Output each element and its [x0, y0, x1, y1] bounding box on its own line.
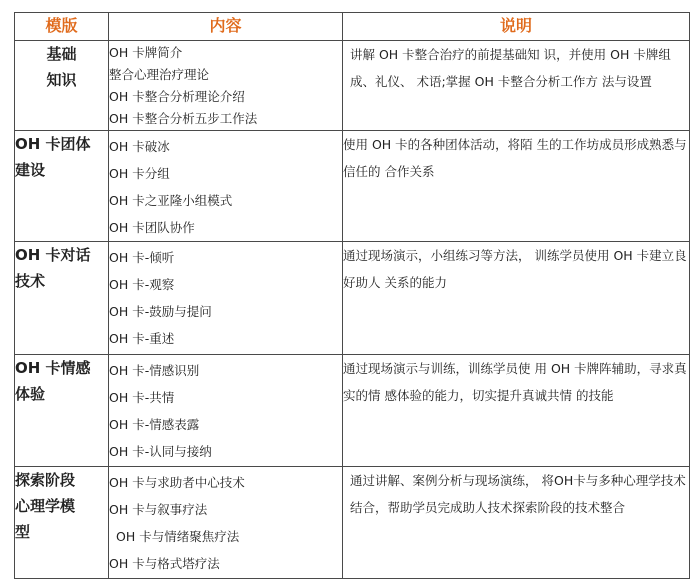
- content-item: OH 卡-情感识别: [109, 363, 200, 378]
- content-item: OH 卡-倾听: [109, 250, 175, 265]
- module-line: 基础: [46, 45, 77, 63]
- description-text: 通过现场演示与训练，训练学员使 用 OH 卡牌阵辅助，寻求真实的情 感体验的能力，切实提升真诚共情 的技能: [343, 361, 687, 403]
- description-cell: [343, 41, 690, 131]
- module-line: OH 卡团体: [15, 135, 91, 153]
- module-line: 技术: [15, 272, 46, 290]
- table-row: [15, 242, 690, 355]
- header-module: 模版: [15, 13, 109, 41]
- module-cell: [15, 242, 109, 355]
- content-item: OH 卡团队协作: [109, 220, 195, 235]
- description-text: 讲解 OH 卡整合治疗的前提基础知 识，并使用 OH 卡牌组成、礼仪、 术语;掌握 OH 卡整合分析工作方 法与设置: [350, 47, 671, 89]
- description-cell: [343, 355, 690, 467]
- content-cell: [109, 355, 343, 467]
- module-line: 建设: [15, 161, 46, 179]
- content-cell: [109, 467, 343, 579]
- description-cell: [343, 131, 690, 242]
- content-item: OH 卡-认同与接纳: [109, 444, 212, 459]
- description-text: 通过讲解、案例分析与现场演练， 将OH卡与多种心理学技术结合，帮助学员完成助人技术探索阶段的技术整合: [350, 473, 686, 515]
- content-item: OH 卡破冰: [109, 139, 170, 154]
- module-line: 知识: [46, 71, 77, 89]
- table-row: [15, 467, 690, 579]
- module-line: 探索阶段: [15, 471, 76, 489]
- module-cell: [15, 467, 109, 579]
- description-text: 通过现场演示，小组练习等方法， 训练学员使用 OH 卡建立良好助人 关系的能力: [343, 248, 687, 290]
- description-text: 使用 OH 卡的各种团体活动，将陌 生的工作坊成员形成熟悉与信任的 合作关系: [343, 137, 687, 179]
- content-item: OH 卡与求助者中心技术: [109, 475, 245, 490]
- table-row: [15, 355, 690, 467]
- content-item: OH 卡-重述: [109, 331, 175, 346]
- content-item: OH 卡与格式塔疗法: [109, 556, 220, 571]
- table-row: [15, 131, 690, 242]
- header-content: 内容: [109, 13, 343, 41]
- content-item: OH 卡与叙事疗法: [109, 502, 208, 517]
- module-line: OH 卡情感: [15, 359, 91, 377]
- content-item: OH 卡分组: [109, 166, 170, 181]
- module-line: 心理学模: [15, 497, 76, 515]
- content-item: OH 卡-鼓励与提问: [109, 304, 212, 319]
- content-item: 整合心理治疗理论: [109, 67, 210, 82]
- table-row: [15, 41, 690, 131]
- content-item: OH 卡与情绪聚焦疗法: [116, 529, 240, 544]
- module-cell: [15, 355, 109, 467]
- header-description: 说明: [343, 13, 690, 41]
- course-table: [14, 12, 690, 579]
- content-item: OH 卡-共情: [109, 390, 175, 405]
- content-item: OH 卡-观察: [109, 277, 175, 292]
- content-cell: [109, 242, 343, 355]
- header-row: [15, 13, 690, 41]
- description-cell: [343, 242, 690, 355]
- content-cell: [109, 131, 343, 242]
- content-item: OH 卡-情感表露: [109, 417, 200, 432]
- content-item: OH 卡牌简介: [109, 45, 183, 60]
- module-line: 型: [15, 523, 31, 541]
- content-item: OH 卡整合分析五步工作法: [109, 111, 258, 126]
- content-cell: [109, 41, 343, 131]
- description-cell: [343, 467, 690, 579]
- content-item: OH 卡之亚隆小组模式: [109, 193, 233, 208]
- module-cell: [15, 41, 109, 131]
- module-line: 体验: [15, 385, 46, 403]
- module-cell: [15, 131, 109, 242]
- content-item: OH 卡整合分析理论介绍: [109, 89, 245, 104]
- module-line: OH 卡对话: [15, 246, 91, 264]
